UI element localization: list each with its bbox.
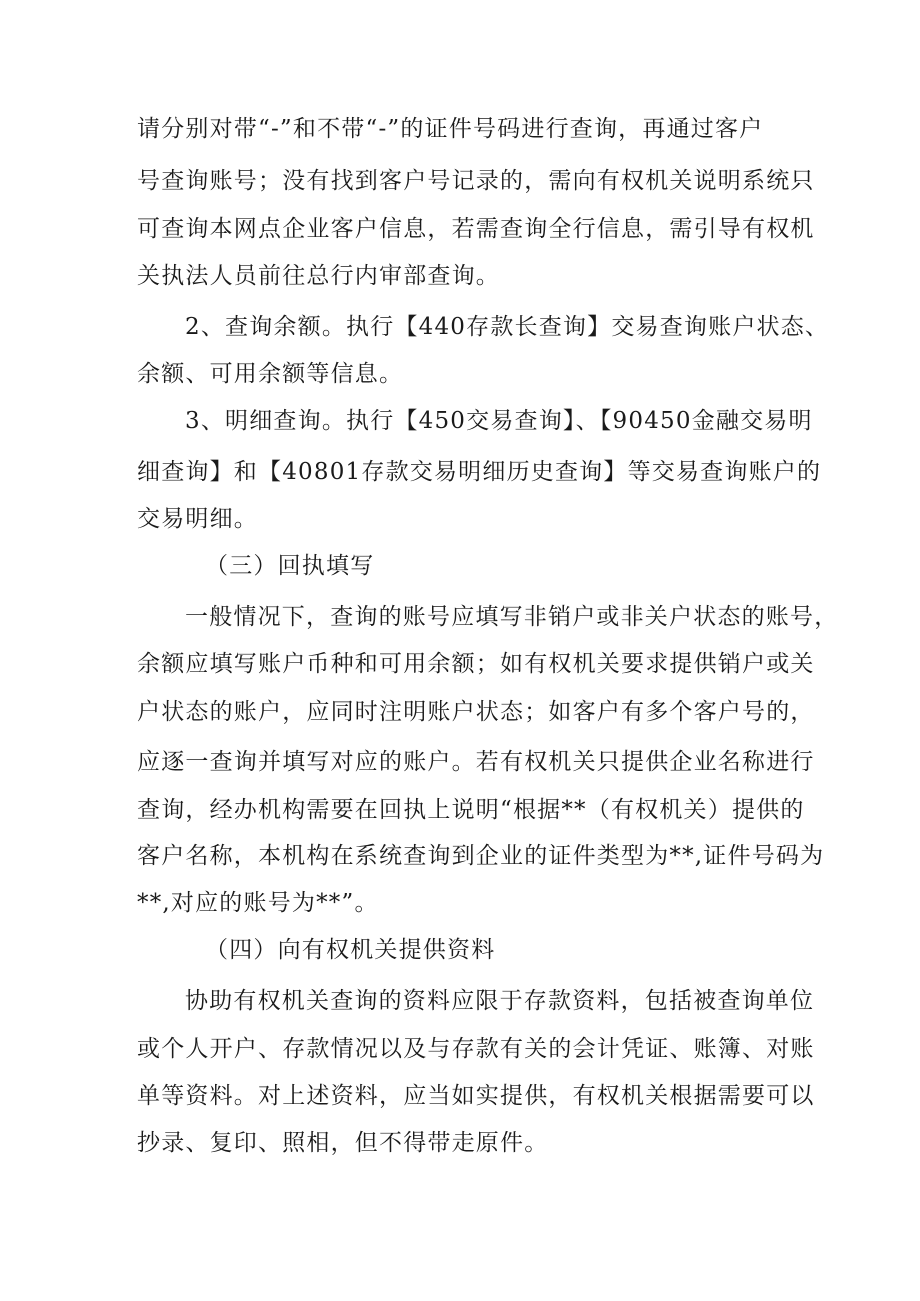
item-2-text: 2、查询余额。执行【440存款长查询】交易查询账户状态、 (185, 314, 830, 340)
body-text-line: 或个人开户、存款情况以及与存款有关的会计凭证、账簿、对账 (137, 1036, 815, 1062)
body-text-line: 查询，经办机构需要在回执上说明“根据**（有权机关）提供的 (137, 797, 805, 823)
body-text-line: **,对应的账号为**”。 (137, 890, 379, 916)
body-text-line: 应逐一查询并填写对应的账户。若有权机关只提供企业名称进行 (137, 749, 815, 775)
body-text-line: 协助有权机关查询的资料应限于存款资料，包括被查询单位 (185, 988, 815, 1014)
body-text-line: 户状态的账户，应同时注明账户状态；如客户有多个客户号的， (137, 699, 815, 725)
item-3-text: 3、明细查询。执行【450交易查询】、【90450金融交易明 (185, 408, 813, 434)
body-text-line: 客户名称，本机构在系统查询到企业的证件类型为**,证件号码为 (137, 843, 825, 869)
body-text-line: 一般情况下，查询的账号应填写非销户或非关户状态的账号， (185, 604, 839, 630)
body-text-line: 请分别对带“-”和不带“-”的证件号码进行查询，再通过客户 (137, 116, 764, 142)
section-heading-4: （四）向有权机关提供资料 (205, 937, 496, 963)
body-text-line: 抄录、复印、照相，但不得带走原件。 (137, 1130, 549, 1156)
body-text-line: 单等资料。对上述资料，应当如实提供，有权机关根据需要可以 (137, 1083, 815, 1109)
section-heading-3: （三）回执填写 (205, 553, 375, 579)
body-text-line: 细查询】和【40801存款交易明细历史查询】等交易查询账户的 (137, 459, 822, 485)
body-text-line: 余额、可用余额等信息。 (137, 361, 404, 387)
body-text-line: 余额应填写账户币种和可用余额；如有权机关要求提供销户或关 (137, 651, 815, 677)
body-text-line: 可查询本网点企业客户信息，若需查询全行信息，需引导有权机 (137, 216, 815, 242)
body-text-line: 交易明细。 (137, 506, 258, 532)
body-text-line: 关执法人员前往总行内审部查询。 (137, 263, 500, 289)
body-text-line: 号查询账号；没有找到客户号记录的，需向有权机关说明系统只 (137, 168, 815, 194)
